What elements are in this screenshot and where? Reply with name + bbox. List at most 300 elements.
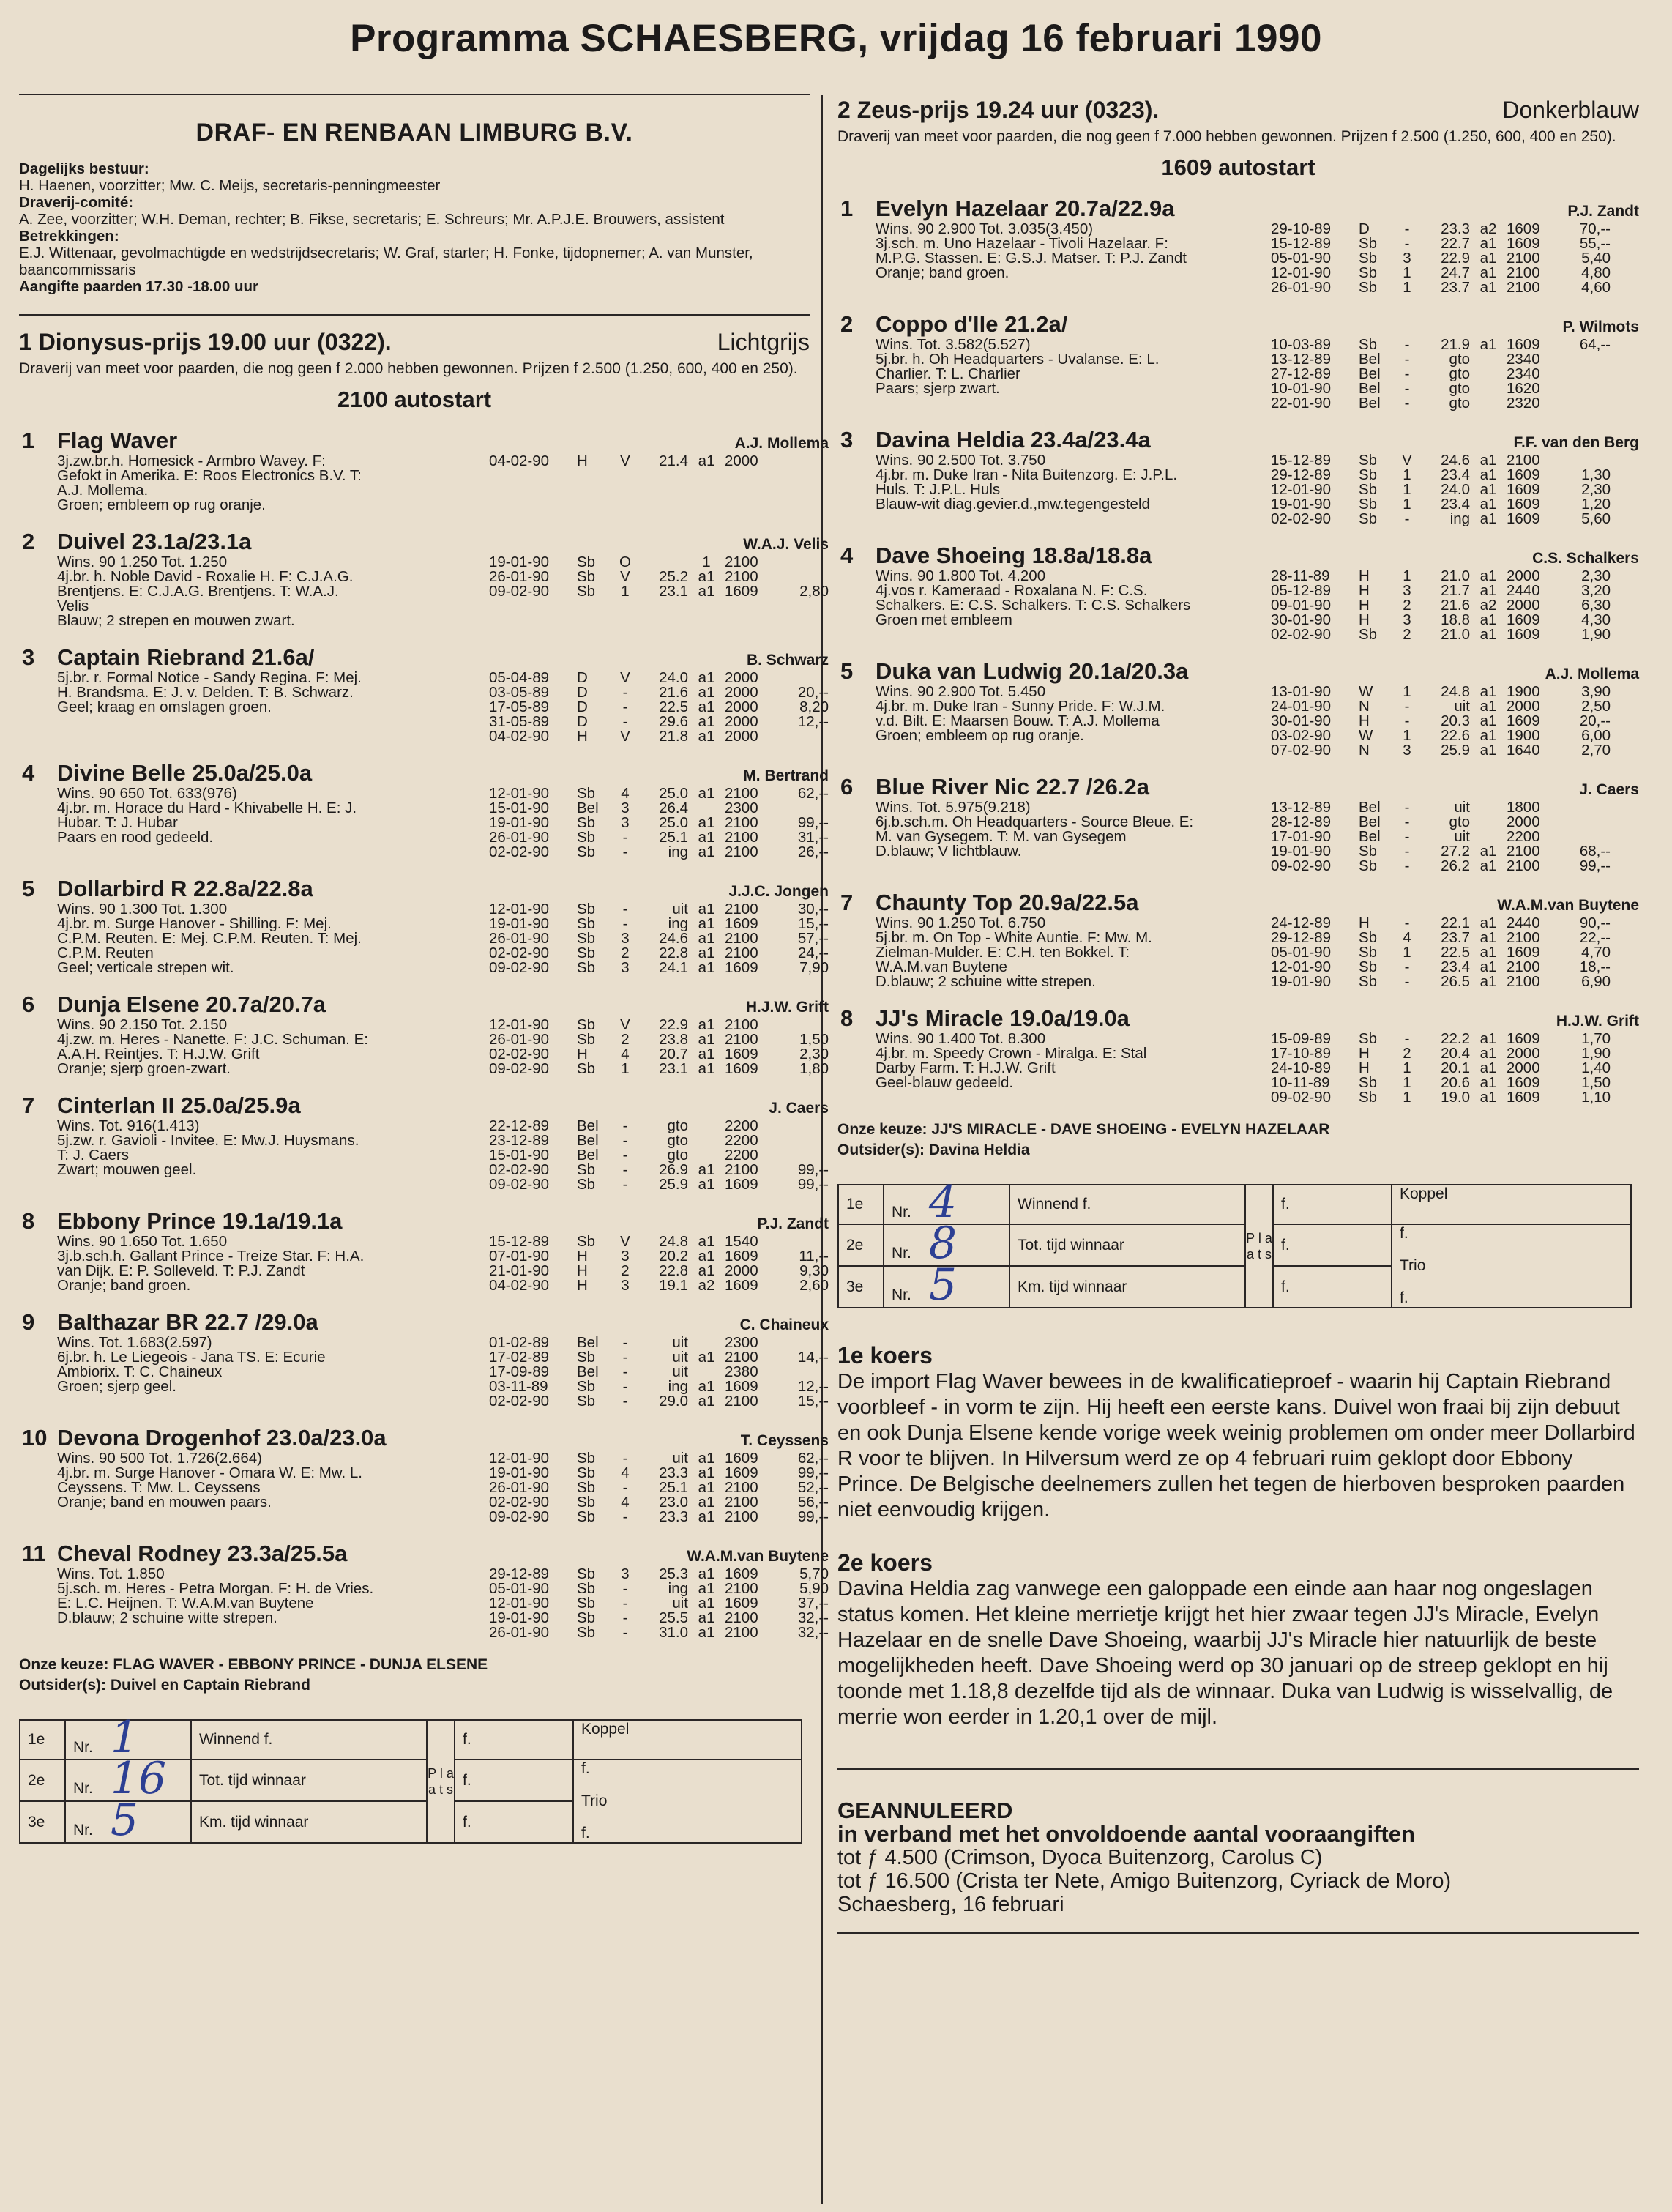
plaats-label: P l a a t s [427, 1720, 455, 1843]
run-track: Bel [1359, 828, 1381, 845]
run-track: Sb [577, 1609, 596, 1626]
run-track: Sb [577, 1508, 596, 1525]
run-start: a1 [698, 844, 715, 860]
run-track: Sb [577, 844, 596, 860]
horse-details [57, 454, 829, 513]
run-date: 26-01-90 [489, 1031, 550, 1048]
run-odds [1553, 800, 1611, 815]
horse-info-line: D.blauw; 2 schuine witte strepen. [876, 975, 1096, 989]
cancelled-title: GEANNULEERD [837, 1798, 1013, 1823]
run-place: 1 [1403, 279, 1411, 296]
horse-info-line: Ambiorix. T: C. Chaineux [57, 1365, 223, 1379]
comment-text: Davina Heldia zag vanwege een galoppade een einde aan haar nog ongeslagen status komen. Het kleine merrietje krijgt het hier zwaar tegen JJ's Miracle, Evelyn Hazelaar en de snelle Dave Shoeing, waarbij JJ's Miracle hier natuurlijk de beste mogelijkheden heeft. Dave Shoeing werd op 30 januari op de streep geklopt en hij toonde met 1.18,8 dezelfde tijd als de winnaar. Duka van Ludwig is wisselvallig, de merrie won eerder in 1.20,1 over de mijl. [837, 1577, 1613, 1729]
run-place: 1 [621, 583, 630, 600]
horse-info-line: Wins. Tot. 1.683(2.597) [57, 1336, 212, 1350]
plaats-amount: f. [455, 1720, 573, 1759]
run-odds: 99,-- [1579, 857, 1611, 874]
run-track: Sb [577, 1464, 596, 1481]
run-date: 02-02-90 [489, 1494, 550, 1511]
run-distance: 2440 [1507, 582, 1540, 599]
run-distance: 1609 [1507, 611, 1540, 628]
run-time: 24.8 [659, 1233, 688, 1250]
run-place: - [622, 713, 628, 730]
horse-body [876, 311, 1639, 411]
run-track: Sb [1359, 944, 1378, 961]
race-header [837, 97, 1639, 124]
horse-driver: J. Caers [769, 1100, 829, 1117]
run-place: - [622, 1363, 628, 1380]
run-time: ing [668, 844, 688, 860]
horse-info-line: 4j.br. m. Duke Iran - Nita Buitenzorg. E: J.P.L. [876, 468, 1178, 483]
horse-runs [489, 786, 829, 860]
run-start: a1 [698, 568, 715, 585]
horse-header [57, 529, 829, 555]
run-date: 09-02-90 [489, 959, 550, 976]
run-start [688, 801, 725, 816]
run-odds: 24,-- [797, 945, 829, 961]
handwritten-number: 16 [110, 1752, 167, 1804]
run-date: 15-12-89 [489, 1233, 550, 1250]
run-date: 02-02-90 [489, 1046, 550, 1062]
cancelled-line: Schaesberg, 16 februari [837, 1893, 1064, 1916]
run-track: Sb [1359, 1030, 1378, 1047]
run-distance: 2000 [1507, 1060, 1540, 1076]
run-time: 24.6 [659, 930, 688, 947]
run-track: Sb [577, 568, 596, 585]
run-place: - [622, 1117, 628, 1134]
horse-name: Duka van Ludwig 20.1a/20.3a [876, 658, 1189, 684]
run-time: 20.1 [1441, 1060, 1470, 1076]
run-track: Sb [1359, 496, 1378, 513]
run-odds [772, 1336, 829, 1350]
horse-info [876, 222, 1271, 295]
form-label: Winnend f. [1009, 1185, 1245, 1224]
run-row [489, 584, 829, 599]
outsiders: Outsider(s): Duivel en Captain Riebrand [19, 1677, 310, 1694]
run-odds: 7,90 [799, 959, 829, 976]
run-odds: 55,-- [1579, 235, 1611, 252]
run-date: 03-05-89 [489, 684, 550, 701]
run-odds [772, 1148, 829, 1163]
organisation-line [19, 177, 810, 194]
run-track: Sb [577, 1450, 596, 1467]
nr-cell [884, 1259, 1009, 1311]
place-label: 2e [20, 1759, 65, 1801]
run-row [1271, 1032, 1611, 1046]
run-start: a1 [698, 959, 715, 976]
horse-details [876, 338, 1639, 411]
run-date: 26-01-90 [489, 829, 550, 846]
organisation-text: A. Zee, voorzitter; W.H. Deman, rechter; B. Fikse, secretaris; E. Schreurs; Mr. A.P.J.E. Brouwers, assistent [19, 211, 725, 228]
run-odds: 2,30 [1581, 567, 1611, 584]
run-start: a1 [1479, 1060, 1497, 1076]
horse-number: 5 [22, 876, 35, 901]
run-track: H [577, 1277, 588, 1294]
run-start: a1 [698, 583, 715, 600]
run-distance: 2100 [725, 844, 758, 860]
run-start: a1 [698, 1016, 715, 1033]
run-place: 3 [621, 1277, 630, 1294]
run-track: D [577, 669, 588, 686]
run-distance: 2100 [725, 568, 758, 585]
run-row [1271, 512, 1611, 526]
horse-info-line: Oranje; sjerp groen-zwart. [57, 1062, 231, 1076]
run-date: 10-03-89 [1271, 336, 1332, 353]
run-date: 12-01-90 [1271, 481, 1332, 498]
horse-info-line: 3j.b.sch.h. Gallant Prince - Treize Star. F: H.A. [57, 1249, 365, 1264]
run-odds [1553, 381, 1611, 396]
run-date: 12-01-90 [1271, 958, 1332, 975]
run-track: H [1359, 915, 1370, 931]
run-place: - [1404, 336, 1410, 353]
run-time: 25.0 [659, 814, 688, 831]
run-date: 23-12-89 [489, 1132, 550, 1149]
horse-body [57, 1309, 829, 1409]
run-odds: 5,60 [1581, 510, 1611, 527]
run-start: a1 [698, 1031, 715, 1048]
run-time: 22.2 [1441, 1030, 1470, 1047]
run-date: 24-10-89 [1271, 1060, 1332, 1076]
horse-header [876, 195, 1639, 222]
run-row [1271, 222, 1611, 237]
run-distance: 1620 [1507, 380, 1540, 397]
horse-driver: C.S. Schalkers [1532, 550, 1639, 567]
run-distance: 1609 [725, 1450, 758, 1467]
handwritten-number: 8 [928, 1217, 958, 1269]
horse-name: Devona Drogenhof 23.0a/23.0a [57, 1425, 387, 1451]
horse-runs [1271, 453, 1611, 526]
horse-driver: P. Wilmots [1562, 319, 1639, 335]
horse-info-line: Geel; kraag en omslagen groen. [57, 700, 272, 715]
horse-details [57, 1336, 829, 1409]
run-distance: 1609 [725, 1565, 758, 1582]
run-place: 3 [621, 959, 630, 976]
run-time: 19.1 [659, 1277, 688, 1294]
horse-name: Dave Shoeing 18.8a/18.8a [876, 543, 1152, 568]
organisation-label: Dagelijks bestuur: [19, 160, 149, 177]
run-time: 24.8 [1441, 683, 1470, 700]
horse-entry [837, 774, 1639, 874]
run-distance: 2100 [725, 1161, 758, 1178]
run-date: 17-09-89 [489, 1363, 550, 1380]
run-date: 17-05-89 [489, 699, 550, 715]
run-place: 4 [621, 785, 630, 802]
run-odds: 4,30 [1581, 611, 1611, 628]
run-track: Bel [577, 1363, 599, 1380]
page-title: Programma SCHAESBERG, vrijdag 16 februari 1990 [350, 17, 1322, 60]
run-place: - [622, 1161, 628, 1178]
run-start: a1 [1479, 857, 1497, 874]
horse-runs [489, 555, 829, 628]
horse-name: Flag Waver [57, 428, 178, 453]
run-track: Sb [1359, 973, 1378, 990]
nr-label: Nr. [73, 1739, 93, 1756]
run-row [1271, 367, 1611, 381]
run-odds: 4,80 [1581, 264, 1611, 281]
race-header [19, 329, 810, 356]
horse-info-line: 4j.vos r. Kameraad - Roxalana N. F: C.S. [876, 584, 1148, 598]
run-odds: 64,-- [1579, 336, 1611, 353]
horse-details [57, 671, 829, 744]
run-place: - [622, 1450, 628, 1467]
run-date: 29-12-89 [1271, 466, 1332, 483]
run-odds: 20,-- [797, 684, 829, 701]
run-time: uit [672, 1595, 688, 1612]
run-place: - [622, 1624, 628, 1641]
form-label: Winnend f. [191, 1720, 427, 1759]
run-row [1271, 859, 1611, 874]
run-row [489, 671, 829, 685]
horse-body [57, 529, 829, 628]
run-row [489, 1235, 829, 1249]
horse-details [57, 1567, 829, 1640]
horse-entry [19, 760, 829, 860]
horse-info [57, 1235, 489, 1293]
run-odds: 2,30 [1581, 481, 1611, 498]
run-row [1271, 815, 1611, 830]
run-place: 4 [1403, 929, 1411, 946]
horse-info-line: M. van Gysegem. T: M. van Gysegem [876, 830, 1127, 844]
run-odds: 30,-- [797, 901, 829, 917]
run-date: 21-01-90 [489, 1262, 550, 1279]
run-place: 1 [1403, 1089, 1411, 1106]
horse-details [876, 569, 1639, 642]
run-place: 3 [1403, 611, 1411, 628]
run-distance: 2000 [725, 669, 758, 686]
run-date: 02-02-90 [489, 1393, 550, 1410]
run-start: a2 [698, 1277, 715, 1294]
organisation-name: DRAF- EN RENBAAN LIMBURG B.V. [195, 119, 633, 146]
run-row [489, 1133, 829, 1148]
horse-runs [1271, 338, 1611, 411]
run-odds: 1,40 [1581, 1060, 1611, 1076]
run-place: 2 [1403, 597, 1411, 614]
race-distance: 2100 autostart [337, 387, 492, 412]
horse-info-line: 5j.br. m. On Top - White Auntie. F: Mw. M. [876, 931, 1152, 945]
run-track: H [577, 1248, 588, 1265]
race-title: 1 Dionysus-prijs 19.00 uur (0322). [19, 329, 392, 355]
run-time: uit [672, 1334, 688, 1351]
horse-entry [19, 644, 829, 745]
run-distance: 2300 [725, 1334, 758, 1351]
run-start: a1 [698, 1262, 715, 1279]
run-track: Sb [1359, 1074, 1378, 1091]
run-track: Bel [1359, 813, 1381, 830]
run-distance: 2100 [725, 814, 758, 831]
horse-name: Blue River Nic 22.7 /26.2a [876, 774, 1149, 800]
run-odds: 20,-- [1579, 712, 1611, 729]
horse-driver: M. Bertrand [743, 767, 829, 784]
horse-header [57, 1208, 829, 1235]
run-time: 21.0 [1441, 626, 1470, 643]
run-date: 26-01-90 [489, 1624, 550, 1641]
run-start: a1 [698, 1176, 715, 1193]
run-odds: 8,20 [799, 699, 829, 715]
horse-info-line: 4j.br. h. Noble David - Roxalie H. F: C.J.A.G. [57, 570, 354, 584]
right-column [837, 94, 1639, 1934]
run-place: 1 [1403, 944, 1411, 961]
run-start: a1 [698, 453, 715, 469]
cancelled-subtitle: in verband met het onvoldoende aantal vooraangiften [837, 1821, 1415, 1847]
run-date: 15-12-89 [1271, 452, 1332, 469]
horse-number: 1 [840, 195, 854, 221]
run-time: 29.0 [659, 1393, 688, 1410]
run-distance: 2380 [725, 1363, 758, 1380]
run-place: - [622, 901, 628, 917]
horse-details [57, 1235, 829, 1293]
run-track: Sb [577, 1349, 596, 1366]
run-row [489, 1032, 829, 1047]
run-odds: 6,30 [1581, 597, 1611, 614]
horse-driver: H.J.W. Grift [745, 999, 829, 1016]
run-place: - [622, 1609, 628, 1626]
horse-details [876, 800, 1639, 874]
horse-info-line: A.J. Mollema. [57, 483, 149, 498]
run-start: a1 [698, 669, 715, 686]
run-time: 20.7 [659, 1046, 688, 1062]
run-track: Sb [577, 915, 596, 932]
horse-number: 4 [840, 543, 854, 568]
run-distance: 1609 [1507, 510, 1540, 527]
run-date: 09-02-90 [1271, 1089, 1332, 1106]
horse-details [57, 1451, 829, 1524]
run-date: 09-02-90 [489, 1060, 550, 1077]
run-track: H [577, 1262, 588, 1279]
run-track: Sb [577, 1494, 596, 1511]
run-row [489, 816, 829, 830]
horse-body [57, 876, 829, 975]
run-track: Sb [1359, 452, 1378, 469]
run-distance: 2100 [725, 1479, 758, 1496]
horse-entry [19, 1541, 829, 1641]
run-start: a1 [698, 901, 715, 917]
horse-info-line: Oranje; band groen. [57, 1278, 191, 1293]
run-row [489, 1451, 829, 1466]
horse-number: 2 [840, 311, 854, 337]
run-start: a1 [698, 713, 715, 730]
horse-info-line: Hubar. T: J. Hubar [57, 816, 178, 830]
run-distance: 2100 [1507, 857, 1540, 874]
run-track: Sb [577, 959, 596, 976]
run-date: 28-11-89 [1271, 567, 1330, 584]
run-track: H [1359, 567, 1370, 584]
run-start: a1 [1479, 1089, 1497, 1106]
run-row [489, 946, 829, 961]
run-track: Sb [1359, 264, 1378, 281]
divider [837, 1768, 1639, 1770]
run-row [1271, 931, 1611, 945]
run-odds [772, 1365, 829, 1379]
run-row [489, 729, 829, 744]
run-distance: 2100 [725, 1031, 758, 1048]
run-date: 02-02-90 [489, 844, 550, 860]
horse-driver: A.J. Mollema [734, 435, 829, 452]
run-time: ing [668, 1378, 688, 1395]
horse-details [57, 555, 829, 628]
horse-info-line: Wins. 90 500 Tot. 1.726(2.664) [57, 1451, 262, 1466]
run-time: 22.5 [659, 699, 688, 715]
run-date: 05-12-89 [1271, 582, 1332, 599]
koppel-cell [573, 1720, 802, 1759]
plaats-amount: f. [1273, 1185, 1392, 1224]
run-track: Sb [1359, 466, 1378, 483]
run-row [1271, 396, 1611, 411]
run-distance: 2440 [1507, 915, 1540, 931]
horse-info-line: Wins. 90 1.400 Tot. 8.300 [876, 1032, 1046, 1046]
run-odds: 99,-- [797, 1508, 829, 1525]
run-start: a2 [1479, 220, 1497, 237]
run-row [489, 685, 829, 700]
run-row [489, 845, 829, 860]
run-row [489, 1177, 829, 1192]
nr-label: Nr. [73, 1821, 93, 1839]
run-distance: 2100 [725, 945, 758, 961]
horse-number: 8 [840, 1005, 854, 1031]
run-track: H [1359, 1045, 1370, 1062]
horse-info [876, 685, 1271, 758]
run-time: uit [672, 901, 688, 917]
run-date: 01-02-89 [489, 1334, 550, 1351]
horse-runs [489, 454, 829, 513]
run-start: a1 [698, 1233, 715, 1250]
run-distance: 1800 [1507, 799, 1540, 816]
run-place: - [1404, 828, 1410, 845]
horse-entry [837, 890, 1639, 989]
run-track: Sb [577, 829, 596, 846]
run-time: 21.9 [1441, 336, 1470, 353]
run-place: 3 [1403, 582, 1411, 599]
run-distance: 2000 [1507, 597, 1540, 614]
run-odds [1553, 352, 1611, 367]
horse-runs [489, 1119, 829, 1192]
run-time: 23.4 [1441, 496, 1470, 513]
run-odds [772, 1018, 829, 1032]
run-odds: 99,-- [797, 1464, 829, 1481]
run-place: - [622, 699, 628, 715]
run-odds: 3,20 [1581, 582, 1611, 599]
run-place: 3 [1403, 250, 1411, 267]
run-time: 25.2 [659, 568, 688, 585]
run-place: - [1404, 698, 1410, 715]
run-row [1271, 830, 1611, 844]
plaats-label: P l a a t s [1245, 1185, 1273, 1308]
horse-driver: W.A.J. Velis [743, 536, 829, 553]
horse-entry [19, 1208, 829, 1294]
horse-info-line: 3j.sch. m. Uno Hazelaar - Tivoli Hazelaar. F: [876, 237, 1168, 251]
run-odds: 1,90 [1581, 626, 1611, 643]
horse-entry [19, 1425, 829, 1525]
run-odds: 57,-- [797, 930, 829, 947]
run-time: 24.0 [659, 669, 688, 686]
horse-driver: J. Caers [1579, 781, 1639, 798]
run-place: - [1404, 1030, 1410, 1047]
run-row [1271, 584, 1611, 598]
run-row [489, 1018, 829, 1032]
run-track: Sb [577, 1479, 596, 1496]
run-distance: 2000 [725, 453, 758, 469]
run-distance: 1609 [1507, 1030, 1540, 1047]
horse-info-line: Blauw; 2 strepen en mouwen zwart. [57, 614, 295, 628]
horse-info-line: D.blauw; V lichtblauw. [876, 844, 1022, 859]
run-track: Sb [1359, 250, 1378, 267]
run-row [489, 1249, 829, 1264]
run-odds [1553, 815, 1611, 830]
organisation-line [19, 278, 810, 295]
run-row [489, 801, 829, 816]
horse-info-line: Wins. 90 1.250 Tot. 1.250 [57, 555, 228, 570]
trio-amount: f. [1400, 1289, 1408, 1306]
run-start: a1 [1479, 712, 1497, 729]
